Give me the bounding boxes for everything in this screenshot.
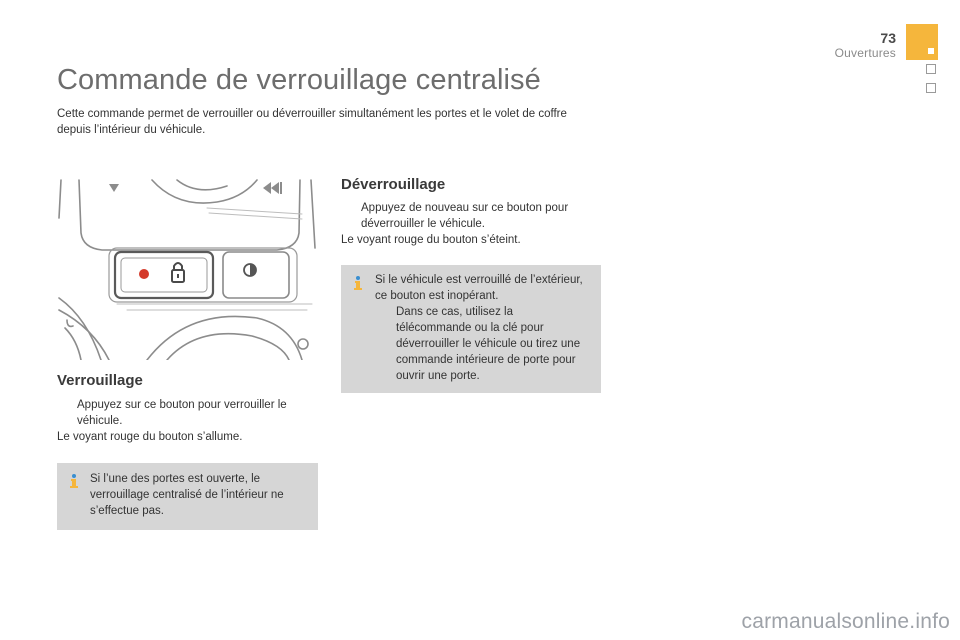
vent-triangle-icon xyxy=(109,184,119,192)
unlocking-info-text: Si le véhicule est verrouillé de l’extérieur, ce bouton est inopérant. xyxy=(375,274,583,302)
indicator-light xyxy=(139,269,149,279)
site-watermark: carmanualsonline.info xyxy=(741,610,950,633)
tab-marker xyxy=(928,48,934,54)
unlocking-note: Le voyant rouge du bouton s’éteint. xyxy=(341,234,521,246)
page-number: 73 xyxy=(880,30,896,46)
section-tab-empty[interactable] xyxy=(926,64,936,74)
section-tab-empty[interactable] xyxy=(926,83,936,93)
info-icon xyxy=(351,275,365,291)
rewind-icon xyxy=(263,182,282,194)
locking-instruction xyxy=(57,397,315,429)
section-name: Ouvertures xyxy=(834,46,896,60)
central-locking-illustration xyxy=(57,178,319,360)
locking-info-text: Si l’une des portes est ouverte, le verrouillage centralisé de l’intérieur ne s’effectue pas. xyxy=(90,473,284,517)
unlocking-heading: Déverrouillage xyxy=(341,176,446,193)
intro-paragraph: Cette commande permet de verrouiller ou déverrouiller simultanément les portes et le volet de coffre depuis l’intérieur du véhicule. xyxy=(57,108,567,136)
section-tab-active[interactable] xyxy=(906,24,938,60)
unlocking-instruction xyxy=(341,200,599,232)
locking-heading: Verrouillage xyxy=(57,372,143,389)
info-icon xyxy=(67,473,81,489)
locking-info-box xyxy=(57,463,318,530)
unlocking-info-instruction xyxy=(375,304,587,384)
page-title: Commande de verrouillage centralisé xyxy=(57,64,541,96)
unlocking-info-box xyxy=(341,265,601,393)
locking-note: Le voyant rouge du bouton s’allume. xyxy=(57,431,243,443)
unlocking-info-instruction-text: Dans ce cas, utilisez la télécommande ou la clé pour déverrouiller le véhicule ou tirez une commande intérieure de porte pour ouvrir une porte. xyxy=(396,306,581,382)
lock-button-shape xyxy=(115,252,213,298)
unlocking-instruction-text: Appuyez de nouveau sur ce bouton pour déverrouiller le véhicule. xyxy=(361,202,569,230)
locking-instruction-text: Appuyez sur ce bouton pour verrouiller le véhicule. xyxy=(77,399,287,427)
